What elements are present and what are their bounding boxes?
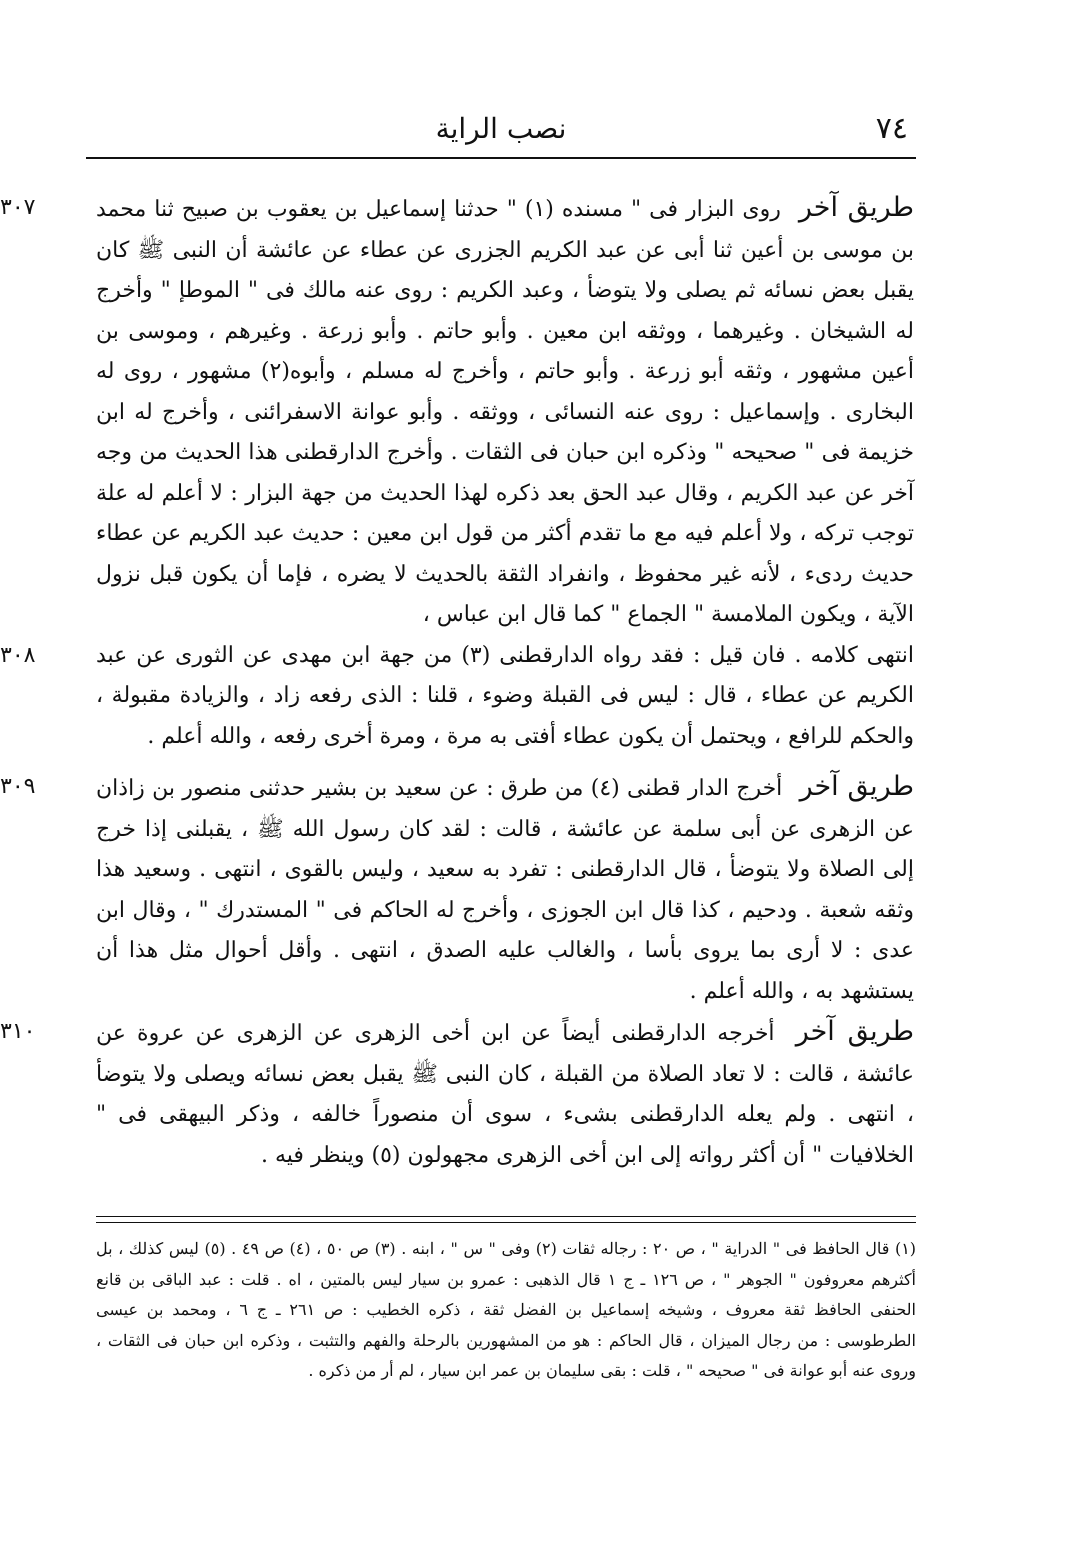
paragraph-number: ٣٠٩: [0, 774, 36, 799]
paragraph-text: روى البزار فى " مسنده (١) " حدثنا إسماعيل بن يعقوب بن صبيح ثنا محمد بن موسى بن أعين ثنا أبى عن عبد الكريم الجزرى عن عطاء عن عائشة أن النبى ﷺ كان يقبل بعض نسائه ثم يصلى ولا يتوضأ ، وعبد الكريم : روى عنه مالك فى " الموطإ " وأخرج له الشيخان . وغيرهما ، ووثقه ابن معين . وأبو حاتم . وأبو زرعة . وغيرهم ، وموسى بن أعين مشهور ، وثقه أبو زرعة . وأبو حاتم ، وأخرج له مسلم ، وأبوه(٢) مشهور ، روى له البخارى . وإسماعيل : روى عنه النسائى ، ووثقه . وأبو عوانة الاسفرائنى ، وأخرج له ابن خزيمة فى " صحيحه " وذكره ابن حبان فى الثقات . وأخرج الدارقطنى هذا الحديث من وجه آخر عن عبد الكريم ، وقال عبد الحق بعد ذكره لهذا الحديث من جهة البزار : لا أعلم له علة توجب تركه ، ولا أعلم فيه مع ما تقدم أكثر من قول ابن معين : حديث عبد الكريم عن عطاء حديث ردىء ، لأنه غير محفوظ ، وانفراد الثقة بالحديث لا يضره ، فإما أن يكون قبل نزول الآية ، ويكون الملامسة " الجماع " كما قال ابن عباس ،: [96, 197, 914, 627]
paragraph-number: ٣١٠: [0, 1019, 36, 1044]
paragraph-number: ٣٠٨: [0, 642, 36, 668]
paragraph-310: [0, 1012, 914, 1176]
running-title: نصب الراية: [435, 112, 567, 145]
page-header: [86, 108, 916, 150]
paragraph-number: ٣٠٧: [0, 195, 36, 220]
main-text: [0, 188, 914, 1176]
footnote-text: (١) قال الحافظ فى " الدراية " ، ص ٢٠ : رجاله ثقات (٢) وفى " س " ، ابنه . (٣) ص ٥٠ ، (٤) ص ٤٩ . (٥) ليس كذلك ، بل أكثرهم معروفون " الجوهر " ، ص ١٢٦ ـ ج ١ قال الذهبى : عمرو بن سيار ليس بالمتين ، اه . قلت : عبد الباقى بن قانع الحنفى الحافظ ثقة معروف ، وشيخه إسماعيل بن الفضل ثقة ، ذكره الخطيب : ص ٢٦١ ـ ج ٦ ، ومحمد بن عيسى الطرطوسى : من رجال الميزان ، قال الحاكم : هو من المشهورين بالرحلة والفهم والتثبت ، وذكره ابن حبان فى الثقات ، وروى عنه أبو عوانة فى " صحيحه " ، قلت : بقى سليمان بن عمر ابن سيار ، لم أر من ذكره .: [96, 1239, 917, 1380]
page-number: ٧٤: [875, 111, 908, 146]
footnote-rule: [96, 1216, 916, 1223]
paragraph-309: [0, 767, 914, 1012]
section-lead: طريق آخر: [798, 192, 914, 223]
section-lead: طريق آخر: [799, 771, 914, 802]
footnotes: [96, 1234, 916, 1387]
paragraph-308: [0, 636, 914, 758]
paragraph-text: أخرجه الدارقطنى أيضاً عن ابن أخى الزهرى عن الزهرى عن عروة عن عائشة ، قالت : لا تعاد الصلاة من القبلة ، كان النبى ﷺ يقبل بعض نسائه ويصلى ولا يتوضأ ، انتهى . ولم يعله الدارقطنى بشىء ، سوى أن منصوراً خالفه ، وذكر البيهقى فى " الخلافيات " أن أكثر رواته إلى ابن أخى الزهرى مجهولون (٥) وينظر فيه .: [96, 1021, 914, 1168]
header-rule: [86, 157, 916, 159]
paragraph-307: [0, 188, 914, 636]
paragraph-text: انتهى كلامه . فان قيل : فقد رواه الدارقطنى (٣) من جهة ابن مهدى عن الثورى عن عبد الكريم عن عطاء ، قال : ليس فى القبلة وضوء ، قلنا : الذى رفعه زاد ، والزيادة مقبولة ، والحكم للرافع ، ويحتمل أن يكون عطاء أفتى به مرة ، ومرة أخرى رفعه ، والله أعلم .: [96, 642, 914, 749]
section-lead: طريق آخر: [795, 1016, 914, 1047]
paragraph-text: أخرج الدار قطنى (٤) من طرق : عن سعيد بن بشير حدثنى منصور بن زاذان عن الزهرى عن أبى سلمة عن عائشة ، قالت : لقد كان رسول الله ﷺ ، يقبلنى إذا خرج إلى الصلاة ولا يتوضأ ، قال الدارقطنى : تفرد به سعيد ، وليس بالقوى ، انتهى . وسعيد هذا وثقه شعبة . ودحيم ، كذا قال ابن الجوزى ، وأخرج له الحاكم فى " المستدرك " ، وقال ابن عدى : لا أرى بما يروى بأسا ، والغالب عليه الصدق ، انتهى . وأقل أحوال مثل هذا أن يستشهد به ، والله أعلم .: [96, 776, 914, 1004]
